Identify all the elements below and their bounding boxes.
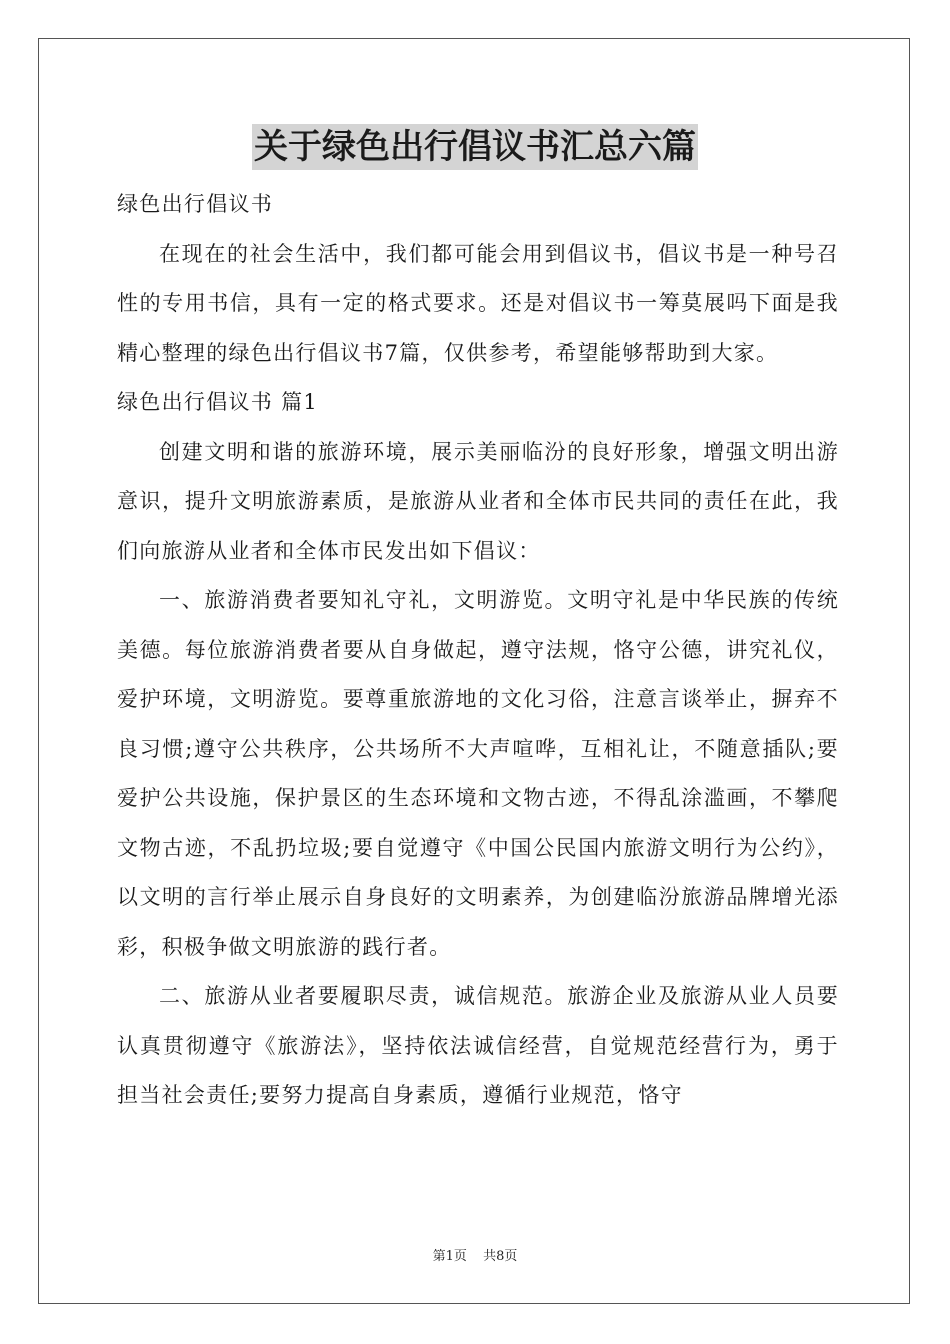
body-paragraph: 在现在的社会生活中，我们都可能会用到倡议书，倡议书是一种号召性的专用书信，具有一定的格式要求。还是对倡议书一筹莫展吗下面是我精心整理的绿色出行倡议书7篇，仅供参考，希望能够帮助到大家。 bbox=[117, 241, 839, 365]
body-paragraph: 创建文明和谐的旅游环境，展示美丽临汾的良好形象，增强文明出游意识，提升文明旅游素质，是旅游从业者和全体市民共同的责任在此，我们向旅游从业者和全体市民发出如下倡议： bbox=[117, 439, 839, 563]
title-container bbox=[0, 124, 950, 170]
body-paragraph: 一、旅游消费者要知礼守礼，文明游览。文明守礼是中华民族的传统美德。每位旅游消费者要从自身做起，遵守法规，恪守公德，讲究礼仪，爱护环境，文明游览。要尊重旅游地的文化习俗，注意言谈举止，摒弃不良习惯;遵守公共秩序，公共场所不大声喧哗，互相礼让，不随意插队;要爱护公共设施，保护景区的生态环境和文物古迹，不得乱涂滥画，不攀爬文物古迹，不乱扔垃圾;要自觉遵守《中国公民国内旅游文明行为公约》，以文明的言行举止展示自身良好的文明素养，为创建临汾旅游品牌增光添彩，积极争做文明旅游的践行者。 bbox=[117, 588, 839, 959]
page-footer bbox=[0, 1245, 950, 1264]
page-number: 第1页 bbox=[432, 1249, 467, 1264]
section-heading: 绿色出行倡议书 篇1 bbox=[117, 390, 319, 414]
section-heading: 绿色出行倡议书 bbox=[117, 192, 274, 216]
body-paragraph: 二、旅游从业者要履职尽责，诚信规范。旅游企业及旅游从业人员要认真贯彻遵守《旅游法》，坚持依法诚信经营，自觉规范经营行为，勇于担当社会责任;要努力提高自身素质，遵循行业规范，恪守 bbox=[117, 984, 839, 1107]
document-body bbox=[117, 180, 839, 1121]
page-total: 共8页 bbox=[483, 1249, 518, 1264]
document-title: 关于绿色出行倡议书汇总六篇 bbox=[252, 124, 698, 170]
